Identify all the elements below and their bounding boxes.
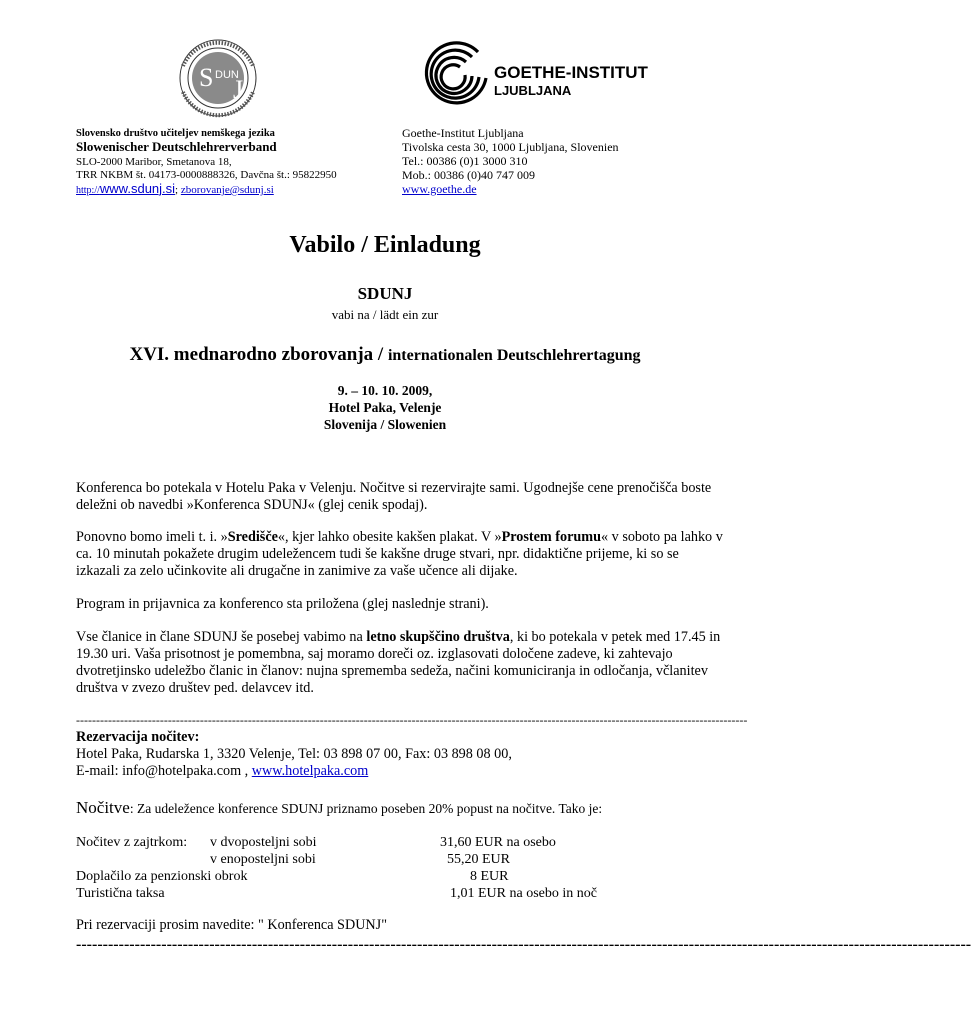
price-value: 55,20 EUR [447, 852, 510, 867]
org-bank-tax: TRR NKBM št. 04173-0000888326, Davčna št.: 95822950 [76, 169, 337, 181]
goethe-swirl-icon [420, 40, 490, 110]
price-room: v dvoposteljni sobi [210, 835, 317, 850]
goethe-mobile: Mob.: 00386 (0)40 747 009 [402, 168, 535, 182]
svg-text:DUN: DUN [215, 69, 239, 81]
separator-line-bold: ------------------------------------------------------------------------------------------------------------------------------------------------------------------------ [76, 936, 971, 953]
goethe-name: Goethe-Institut Ljubljana [402, 126, 524, 140]
goethe-website-link[interactable]: www.goethe.de [402, 182, 477, 196]
conference-title-si: XVI. mednarodno zborovanja / [129, 344, 384, 365]
goethe-logo-city: LJUBLJANA [494, 83, 572, 98]
conference-title [0, 344, 770, 366]
reservation-email: E-mail: info@hotelpaka.com , [76, 763, 249, 779]
price-value: 8 EUR [470, 869, 509, 884]
org-contact-links: http://www.sdunj.si; zborovanje@sdunj.si [76, 181, 274, 196]
price-label: Turistična taksa [76, 886, 165, 901]
discount-line: Nočitve: Za udeležence konference SDUNJ priznamo poseben 20% popust na nočitve. Tako je: [76, 798, 603, 817]
paragraph-program: Program in prijavnica za konferenco sta priložena (glej naslednje strani). [76, 596, 489, 612]
goethe-institut-logo [420, 40, 648, 110]
invites-text: vabi na / lädt ein zur [331, 307, 439, 322]
conference-country: Slovenija / Slowenien [323, 417, 447, 432]
price-label: Nočitev z zajtrkom: [76, 835, 188, 850]
sdunj-email-link[interactable]: zborovanje@sdunj.si [180, 184, 274, 196]
price-value: 1,01 EUR na osebo in noč [450, 886, 597, 901]
conference-title-de: internationalen Deutschlehrertagung [387, 347, 641, 364]
goethe-logo-name: GOETHE-INSTITUT [494, 63, 648, 82]
separator-line: ------------------------------------------------------------------------------------------------------------------------------------------------------------------------ [76, 713, 748, 727]
paragraph-forum: Ponovno bomo imeli t. i. »Središče«, kjer lahko obesite kakšen plakat. V »Prostem forumu« v soboto pa lahko v ca. 10 minutah pokažete drugim udeležencem tudi še kakšne druge stvari, npr. didaktične prijeme, ki so se izkazali za zelo učinkovite ali drugačne in zanimive za vaše učence ali dijake. [76, 529, 723, 579]
hotel-website-link[interactable]: www.hotelpaka.com [251, 763, 369, 779]
reservation-heading: Rezervacija nočitev: [76, 729, 200, 745]
goethe-phone: Tel.: 00386 (0)1 3000 310 [402, 154, 528, 168]
document-title: Vabilo / Einladung [289, 232, 481, 258]
org-name-si: Slovensko društvo učiteljev nemškega jezika [76, 128, 275, 139]
paragraph-assembly: Vse članice in člane SDUNJ še posebej vabimo na letno skupščino društva, ki bo potekala v petek med 17.45 in 19.30 uri. Vaša prisotnost je pomembna, saj moramo doreči oz. izglasovati določene zadeve, ki zahtevajo dvotretjinsko udeležbo članic in članov: nujna sprememba sedeža, načini komuniciranja in odločanja, včlanitev društva v zvezo društev ped. delavcev itd. [76, 629, 721, 696]
paragraph-hotel: Konferenca bo potekala v Hotelu Paka v Velenju. Nočitve si rezervirajte sami. Ugodnejše cene prenočišča boste deležni ob navedbi »Konferenca SDUNJ« (glej cenik spodaj). [76, 480, 712, 513]
sdunj-logo [163, 38, 273, 120]
sdunj-website-link[interactable]: http://www.sdunj.si [76, 181, 176, 196]
svg-text:J: J [233, 75, 244, 104]
price-label: Doplačilo za penzionski obrok [76, 869, 248, 884]
reservation-note: Pri rezervaciji prosim navedite: " Konferenca SDUNJ" [76, 917, 387, 933]
reservation-address: Hotel Paka, Rudarska 1, 3320 Velenje, Tel: 03 898 07 00, Fax: 03 898 08 00, [76, 746, 512, 762]
org-address: SLO-2000 Maribor, Smetanova 18, [76, 156, 232, 168]
org-name-de: Slowenischer Deutschlehrerverband [76, 139, 277, 154]
price-value: 31,60 EUR na osebo [440, 835, 556, 850]
conference-dates: 9. – 10. 10. 2009, [337, 383, 433, 398]
conference-venue: Hotel Paka, Velenje [328, 400, 442, 415]
organizer-name: SDUNJ [357, 284, 413, 303]
reservation-contact [76, 763, 726, 780]
svg-text:S: S [199, 63, 214, 92]
price-room: v enoposteljni sobi [210, 852, 316, 867]
goethe-street: Tivolska cesta 30, 1000 Ljubljana, Slovenien [402, 140, 619, 154]
